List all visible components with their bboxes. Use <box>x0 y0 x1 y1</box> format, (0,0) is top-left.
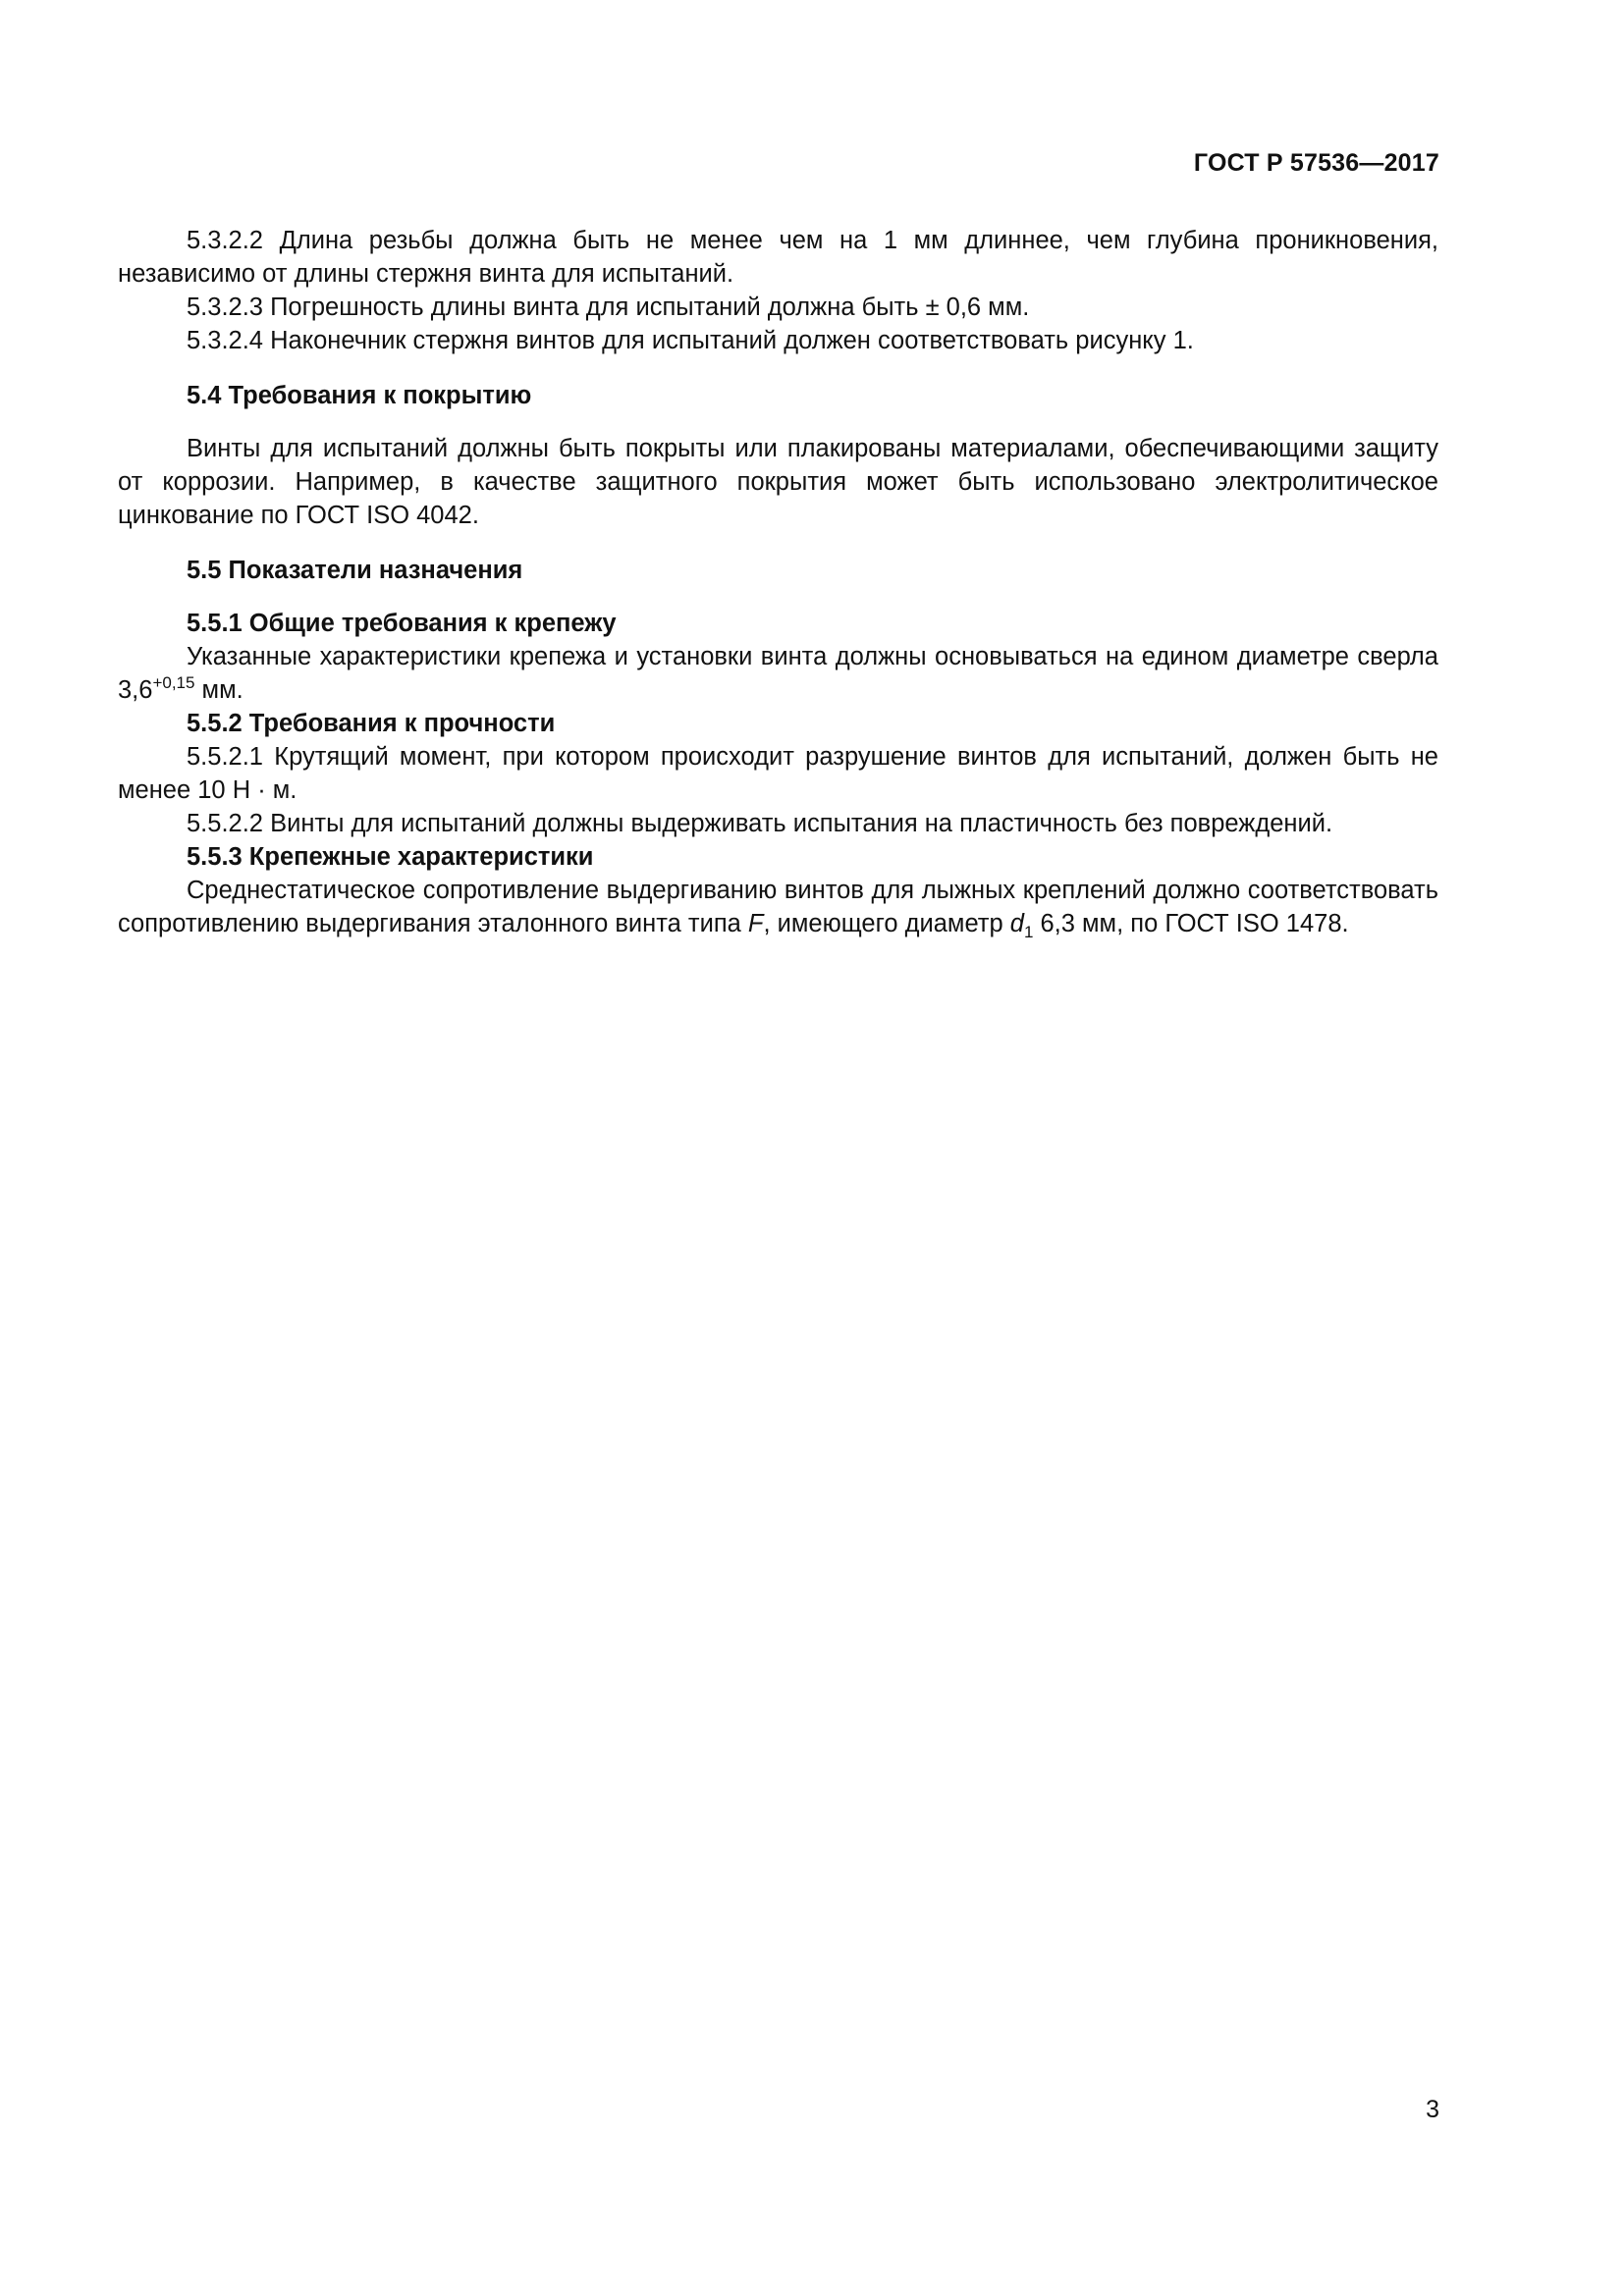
clause-5-3-2-2: 5.3.2.2 Длина резьбы должна быть не менее чем на 1 мм длиннее, чем глубина проникновения, независимо от длины стержня винта для испытаний. <box>118 227 1438 288</box>
clause-5-4-text: Винты для испытаний должны быть покрыты или плакированы материалами, обеспечивающими защиту от коррозии. Например, в качестве защитного покрытия может быть использовано электролитическое цинкование по ГОСТ ISO 4042. <box>118 435 1438 529</box>
diameter-symbol: d <box>1009 910 1024 937</box>
document-body <box>118 224 1438 940</box>
clause-5-5-3-text-part-b: , имеющего диаметр <box>763 910 1010 937</box>
clause-5-5-3-text-part-a: Среднестатическое сопротивление выдергиванию винтов для лыжных креплений должно соответствовать сопротивлению выдергивания эталонного винта типа <box>118 877 1438 937</box>
clause-5-5-1-text-part-b: мм. <box>194 676 244 704</box>
page-number: 3 <box>1426 2096 1439 2123</box>
section-heading-5-4: 5.4 Требования к покрытию <box>187 382 532 409</box>
clause-5-5-3-text-part-c: 6,3 мм, по ГОСТ ISO 1478. <box>1033 910 1349 937</box>
screw-type-symbol: F <box>747 910 764 937</box>
clause-5-3-2-3: 5.3.2.3 Погрешность длины винта для испытаний должна быть ± 0,6 мм. <box>187 294 1030 321</box>
clause-5-3-2-4: 5.3.2.4 Наконечник стержня винтов для испытаний должен соответствовать рисунку 1. <box>187 327 1194 354</box>
clause-5-5-2-2: 5.5.2.2 Винты для испытаний должны выдерживать испытания на пластичность без повреждений. <box>187 810 1333 837</box>
clause-5-5-1-text-part-a: Указанные характеристики крепежа и установки винта должны основываться на едином диаметре сверла 3,6 <box>118 643 1438 704</box>
diameter-subscript: 1 <box>1023 923 1034 941</box>
clause-5-5-1-text <box>118 640 1438 707</box>
section-heading-5-5-3: 5.5.3 Крепежные характеристики <box>187 843 594 871</box>
section-heading-5-5-1: 5.5.1 Общие требования к крепежу <box>187 610 617 637</box>
tolerance-superscript: +0,15 <box>152 673 195 692</box>
section-heading-5-5-2: 5.5.2 Требования к прочности <box>187 710 556 737</box>
clause-5-5-2-1: 5.5.2.1 Крутящий момент, при котором происходит разрушение винтов для испытаний, должен быть не менее 10 Н · м. <box>118 743 1438 804</box>
section-heading-5-5: 5.5 Показатели назначения <box>187 557 523 584</box>
document-code: ГОСТ Р 57536—2017 <box>1193 149 1439 177</box>
clause-5-5-3-text <box>118 874 1438 940</box>
